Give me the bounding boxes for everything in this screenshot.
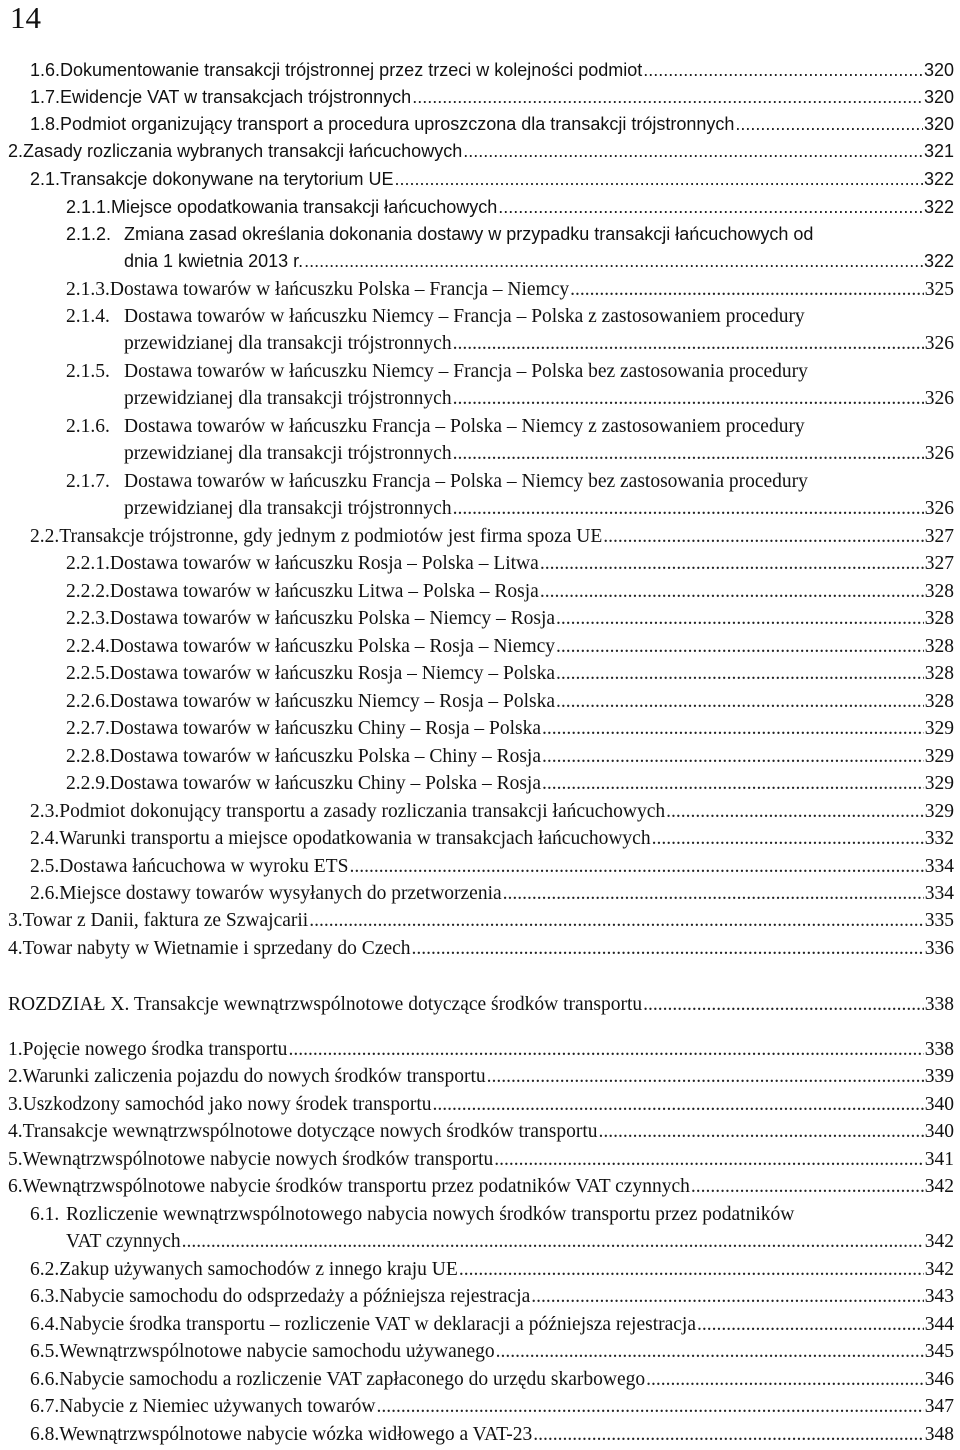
toc-entry[interactable] bbox=[0, 1201, 960, 1255]
toc-entry-number: 2.2.4. bbox=[66, 636, 110, 657]
toc-entry[interactable] bbox=[0, 166, 960, 193]
toc-entry-title: Wewnątrzwspólnotowe nabycie samochodu używanego bbox=[59, 1341, 495, 1362]
toc-dot-leader bbox=[309, 907, 924, 934]
toc-entry-title: Wewnątrzwspólnotowe nabycie wózka widłowego a VAT-23 bbox=[59, 1424, 533, 1445]
toc-entry-title: Dostawa towarów w łańcuszku Chiny – Polska – Rosja bbox=[109, 773, 541, 794]
toc-entry-title: Ewidencje VAT w transakcjach trójstronnych bbox=[60, 87, 412, 107]
toc-dot-leader bbox=[459, 1256, 924, 1283]
toc-entry-page: 328 bbox=[924, 636, 954, 657]
toc-entry-title-continued: przewidzianej dla transakcji trójstronnych bbox=[124, 388, 452, 409]
toc-entry-page: 342 bbox=[924, 1231, 954, 1252]
toc-entry-title: Zmiana zasad określania dokonania dostawy w przypadku transakcji łańcuchowych od bbox=[124, 224, 814, 244]
toc-dot-leader bbox=[533, 1421, 923, 1448]
toc-entry-title: Warunki zaliczenia pojazdu do nowych środków transportu bbox=[22, 1066, 486, 1087]
toc-entry-title: Miejsce opodatkowania transakcji łańcuchowych bbox=[111, 197, 498, 217]
toc-entry-number: 6.1. bbox=[30, 1204, 60, 1225]
page-number: 14 bbox=[10, 0, 41, 35]
toc-entry-title: Dostawa towarów w łańcuszku Polska – Francja – Niemcy bbox=[109, 279, 570, 300]
toc-entry-title: Podmiot organizujący transport a procedura uproszczona dla transakcji trójstronnych bbox=[60, 114, 735, 134]
toc-dot-leader bbox=[599, 1118, 924, 1145]
toc-dot-leader bbox=[433, 1091, 924, 1118]
toc-entry-page: 329 bbox=[924, 718, 954, 739]
toc-entry-number: 2.2.3. bbox=[66, 608, 110, 629]
toc-entry-page: 325 bbox=[924, 279, 954, 300]
toc-entry[interactable] bbox=[0, 825, 960, 852]
toc-entry-number: 2.2.8. bbox=[66, 746, 110, 767]
toc-entry-title: Dostawa towarów w łańcuszku Polska – Niemcy – Rosja bbox=[109, 608, 556, 629]
toc-entry-title: Towar z Danii, faktura ze Szwajcarii bbox=[22, 910, 309, 931]
toc-entry-page: 322 bbox=[923, 169, 954, 189]
toc-entry-page: 327 bbox=[924, 526, 954, 547]
toc-dot-leader bbox=[498, 194, 923, 221]
toc-entry-number: 5. bbox=[8, 1149, 23, 1170]
toc-entry-page: 326 bbox=[924, 388, 954, 409]
toc-entry-title: Podmiot dokonujący transportu a zasady rozliczania transakcji łańcuchowych bbox=[59, 801, 666, 822]
toc-entry-title: Pojęcie nowego środka transportu bbox=[22, 1039, 288, 1060]
toc-dot-leader bbox=[666, 798, 924, 825]
toc-entry-number: 2.2.5. bbox=[66, 663, 110, 684]
toc-entry-page: 328 bbox=[924, 608, 954, 629]
toc-dot-leader bbox=[735, 111, 923, 138]
toc-entry-page: 327 bbox=[924, 553, 954, 574]
toc-dot-leader bbox=[288, 1036, 923, 1063]
toc-entry-title: Dostawa towarów w łańcuszku Rosja – Niemcy – Polska bbox=[109, 663, 556, 684]
toc-entry-number: 4. bbox=[8, 1121, 23, 1142]
toc-entry[interactable] bbox=[0, 1091, 960, 1118]
toc-entry-number: 6.2. bbox=[30, 1259, 60, 1280]
toc-entry[interactable] bbox=[0, 550, 960, 577]
toc-entry-number: 2.3. bbox=[30, 801, 60, 822]
toc-entry-page: 340 bbox=[924, 1121, 954, 1142]
toc-entry-number: 4. bbox=[8, 938, 23, 959]
toc-entry-number: 3. bbox=[8, 910, 23, 931]
toc-entry-title: Dostawa towarów w łańcuszku Polska – Rosja – Niemcy bbox=[109, 636, 556, 657]
toc-entry-page: 321 bbox=[923, 141, 954, 161]
toc-entry-number: 1. bbox=[8, 1039, 23, 1060]
toc-dot-leader bbox=[463, 138, 923, 165]
toc-dot-leader bbox=[453, 440, 924, 467]
toc-dot-leader bbox=[643, 991, 924, 1018]
toc-entry-number: 2.2.1. bbox=[66, 553, 110, 574]
toc-entry[interactable] bbox=[0, 303, 960, 357]
toc-entry-number: 2.1.5. bbox=[66, 361, 110, 382]
toc-entry-number: 2.1.3. bbox=[66, 279, 110, 300]
toc-entry-number: 2.1.2. bbox=[66, 224, 112, 244]
toc-entry-page: 322 bbox=[923, 251, 954, 271]
toc-entry[interactable] bbox=[0, 1036, 960, 1063]
toc-entry-title-continued: VAT czynnych bbox=[66, 1231, 181, 1252]
toc-entry-title: Nabycie samochodu do odsprzedaży a późniejsza rejestracja bbox=[59, 1286, 531, 1307]
toc-entry[interactable] bbox=[0, 1393, 960, 1420]
toc-entry[interactable] bbox=[0, 138, 960, 165]
toc-entry[interactable] bbox=[0, 468, 960, 522]
toc-entry[interactable] bbox=[0, 935, 960, 962]
toc-entry[interactable] bbox=[0, 853, 960, 880]
toc-entry-number: 1.8. bbox=[30, 114, 61, 134]
toc-entry-page: 338 bbox=[924, 994, 954, 1015]
toc-entry-number: 2.1.6. bbox=[66, 416, 110, 437]
toc-entry-title: Transakcje dokonywane na terytorium UE bbox=[60, 169, 394, 189]
toc-entry-number: 2.4. bbox=[30, 828, 60, 849]
toc-entry-page: 344 bbox=[924, 1314, 954, 1335]
toc-entry-number: 2. bbox=[8, 141, 24, 161]
toc-entry[interactable] bbox=[0, 715, 960, 742]
toc-entry-number: 1.7. bbox=[30, 87, 61, 107]
toc-dot-leader bbox=[182, 1228, 924, 1255]
toc-dot-leader bbox=[697, 1311, 924, 1338]
toc-dot-leader bbox=[453, 330, 924, 357]
toc-entry[interactable] bbox=[0, 111, 960, 138]
toc-entry[interactable] bbox=[0, 743, 960, 770]
toc-entry-number: 2.1.7. bbox=[66, 471, 110, 492]
toc-entry[interactable] bbox=[0, 660, 960, 687]
toc-entry-page: 338 bbox=[924, 1039, 954, 1060]
toc-entry-number: 2.1. bbox=[30, 169, 61, 189]
toc-dot-leader bbox=[542, 715, 924, 742]
toc-entry[interactable] bbox=[0, 1173, 960, 1200]
toc-entry-title: Warunki transportu a miejsce opodatkowania w transakcjach łańcuchowych bbox=[59, 828, 651, 849]
toc-dot-leader bbox=[691, 1173, 924, 1200]
toc-entry[interactable] bbox=[0, 1118, 960, 1145]
toc-dot-leader bbox=[494, 1146, 923, 1173]
toc-dot-leader bbox=[376, 1393, 923, 1420]
toc-entry-page: 328 bbox=[924, 691, 954, 712]
toc-dot-leader bbox=[570, 276, 924, 303]
toc-entry-title: Miejsce dostawy towarów wysyłanych do przetworzenia bbox=[59, 883, 502, 904]
toc-entry[interactable] bbox=[0, 798, 960, 825]
toc-dot-leader bbox=[603, 523, 923, 550]
toc-dot-leader bbox=[503, 880, 924, 907]
toc-entry[interactable] bbox=[0, 578, 960, 605]
toc-entry-page: 326 bbox=[924, 498, 954, 519]
toc-entry-number: 6.3. bbox=[30, 1286, 60, 1307]
toc-entry-number: 2.2.6. bbox=[66, 691, 110, 712]
toc-entry-title: Dostawa towarów w łańcuszku Niemcy – Rosja – Polska bbox=[109, 691, 556, 712]
toc-entry[interactable] bbox=[0, 523, 960, 550]
toc-entry-number: 2.5. bbox=[30, 856, 60, 877]
toc-dot-leader bbox=[412, 84, 923, 111]
toc-entry-title: Dostawa łańcuchowa w wyroku ETS bbox=[59, 856, 349, 877]
toc-entry-title: ROZDZIAŁ X. Transakcje wewnątrzwspólnotowe dotyczące środków transportu bbox=[8, 994, 643, 1015]
toc-entry-number: 6. bbox=[8, 1176, 23, 1197]
toc-entry-page: 346 bbox=[924, 1369, 954, 1390]
toc-entry-number: 2.1.4. bbox=[66, 306, 110, 327]
toc-entry-page: 329 bbox=[924, 746, 954, 767]
toc-entry-title: Rozliczenie wewnątrzwspólnotowego nabycia nowych środków transportu przez podatników bbox=[66, 1204, 795, 1225]
toc-entry-title: Zakup używanych samochodów z innego kraju UE bbox=[59, 1259, 458, 1280]
toc-entry-number: 1.6. bbox=[30, 60, 61, 80]
toc-entry[interactable] bbox=[0, 84, 960, 111]
toc-entry[interactable] bbox=[0, 770, 960, 797]
toc-entry-page: 326 bbox=[924, 333, 954, 354]
toc-entry[interactable] bbox=[0, 276, 960, 303]
toc-dot-leader bbox=[542, 770, 924, 797]
toc-dot-leader bbox=[487, 1063, 924, 1090]
toc-dot-leader bbox=[646, 1366, 924, 1393]
toc-entry-number: 2. bbox=[8, 1066, 23, 1087]
toc-entry[interactable] bbox=[0, 1283, 960, 1310]
toc-entry[interactable] bbox=[0, 413, 960, 467]
toc-entry-number: 3. bbox=[8, 1094, 23, 1115]
toc-dot-leader bbox=[412, 935, 924, 962]
toc-entry-number: 6.6. bbox=[30, 1369, 60, 1390]
toc-entry-title: Uszkodzony samochód jako nowy środek transportu bbox=[22, 1094, 432, 1115]
toc-entry[interactable] bbox=[0, 1063, 960, 1090]
toc-dot-leader bbox=[556, 688, 924, 715]
toc-entry-page: 347 bbox=[924, 1396, 954, 1417]
toc-entry-title: Dostawa towarów w łańcuszku Litwa – Polska – Rosja bbox=[109, 581, 539, 602]
toc-entry-page: 329 bbox=[924, 773, 954, 794]
toc-entry[interactable] bbox=[0, 688, 960, 715]
toc-entry-title: Dostawa towarów w łańcuszku Chiny – Rosja – Polska bbox=[109, 718, 541, 739]
toc-entry-title-continued: dnia 1 kwietnia 2013 r. bbox=[124, 251, 304, 271]
toc-entry-title: Dostawa towarów w łańcuszku Niemcy – Francja – Polska bez zastosowania procedury bbox=[124, 361, 808, 382]
toc-entry-number: 2.1.1. bbox=[66, 197, 112, 217]
toc-entry[interactable] bbox=[0, 1421, 960, 1448]
toc-entry-number: 6.7. bbox=[30, 1396, 60, 1417]
toc-entry-title-continued: przewidzianej dla transakcji trójstronnych bbox=[124, 333, 452, 354]
toc-entry-page: 340 bbox=[924, 1094, 954, 1115]
toc-entry-page: 342 bbox=[924, 1259, 954, 1280]
toc-entry[interactable] bbox=[0, 605, 960, 632]
toc-dot-leader bbox=[453, 385, 924, 412]
toc-entry-title: Wewnątrzwspólnotowe nabycie nowych środków transportu bbox=[22, 1149, 494, 1170]
toc-entry-page: 335 bbox=[924, 910, 954, 931]
toc-entry-page: 326 bbox=[924, 443, 954, 464]
toc-entry-title: Transakcje wewnątrzwspólnotowe dotyczące nowych środków transportu bbox=[22, 1121, 598, 1142]
toc-entry-page: 336 bbox=[924, 938, 954, 959]
toc-entry-page: 320 bbox=[923, 114, 954, 134]
toc-entry-page: 328 bbox=[924, 581, 954, 602]
toc-entry-number: 6.4. bbox=[30, 1314, 60, 1335]
toc-entry[interactable] bbox=[0, 57, 960, 84]
toc-dot-leader bbox=[531, 1283, 923, 1310]
toc-entry[interactable] bbox=[0, 1146, 960, 1173]
toc-entry[interactable] bbox=[0, 358, 960, 412]
toc-entry-page: 342 bbox=[924, 1176, 954, 1197]
toc-entry-page: 320 bbox=[923, 87, 954, 107]
toc-entry-page: 322 bbox=[923, 197, 954, 217]
toc-dot-leader bbox=[349, 853, 923, 880]
toc-dot-leader bbox=[540, 550, 924, 577]
toc-entry-title: Nabycie środka transportu – rozliczenie VAT w deklaracji a późniejsza rejestracja bbox=[59, 1314, 696, 1335]
toc-dot-leader bbox=[395, 166, 923, 193]
toc-entry-page: 320 bbox=[923, 60, 954, 80]
toc-entry-page: 334 bbox=[924, 856, 954, 877]
toc-entry[interactable] bbox=[0, 1366, 960, 1393]
toc-entry-number: 2.6. bbox=[30, 883, 60, 904]
toc-entry-title: Dostawa towarów w łańcuszku Polska – Chiny – Rosja bbox=[109, 746, 541, 767]
toc-entry-number: 2.2. bbox=[30, 526, 60, 547]
toc-entry[interactable] bbox=[0, 1311, 960, 1338]
toc-entry[interactable] bbox=[0, 221, 960, 275]
toc-dot-leader bbox=[496, 1338, 924, 1365]
toc-entry[interactable] bbox=[0, 194, 960, 221]
toc-dot-leader bbox=[556, 605, 924, 632]
toc-entry[interactable] bbox=[0, 907, 960, 934]
toc-entry-page: 341 bbox=[924, 1149, 954, 1170]
toc-entry-title: Nabycie z Niemiec używanych towarów bbox=[59, 1396, 376, 1417]
toc-entry-title: Wewnątrzwspólnotowe nabycie środków transportu przez podatników VAT czynnych bbox=[22, 1176, 690, 1197]
toc-entry-page: 328 bbox=[924, 663, 954, 684]
toc-entry-title: Transakcje trójstronne, gdy jednym z podmiotów jest firma spoza UE bbox=[59, 526, 603, 547]
toc-dot-leader bbox=[652, 825, 924, 852]
toc-entry-page: 345 bbox=[924, 1341, 954, 1362]
toc-entry-number: 2.2.2. bbox=[66, 581, 110, 602]
toc-dot-leader bbox=[556, 660, 924, 687]
toc-entry[interactable] bbox=[0, 1338, 960, 1365]
toc-entry-page: 348 bbox=[924, 1424, 954, 1445]
toc-entry-number: 6.5. bbox=[30, 1341, 60, 1362]
toc-dot-leader bbox=[304, 248, 923, 275]
toc-dot-leader bbox=[453, 495, 924, 522]
toc-entry-title: Dostawa towarów w łańcuszku Francja – Polska – Niemcy bez zastosowania procedury bbox=[124, 471, 808, 492]
toc-entry-title-continued: przewidzianej dla transakcji trójstronnych bbox=[124, 498, 452, 519]
toc-dot-leader bbox=[542, 743, 924, 770]
toc-entry[interactable] bbox=[0, 1256, 960, 1283]
toc-entry[interactable] bbox=[0, 991, 960, 1018]
toc-entry-title: Dostawa towarów w łańcuszku Francja – Polska – Niemcy z zastosowaniem procedury bbox=[124, 416, 805, 437]
toc-dot-leader bbox=[643, 57, 923, 84]
toc-entry-title-continued: przewidzianej dla transakcji trójstronnych bbox=[124, 443, 452, 464]
toc-entry-title: Dokumentowanie transakcji trójstronnej przez trzeci w kolejności podmiot bbox=[60, 60, 643, 80]
toc-entry[interactable] bbox=[0, 633, 960, 660]
toc-entry[interactable] bbox=[0, 880, 960, 907]
toc-entry-page: 332 bbox=[924, 828, 954, 849]
toc-entry-page: 339 bbox=[924, 1066, 954, 1087]
toc-entry-title: Towar nabyty w Wietnamie i sprzedany do Czech bbox=[22, 938, 411, 959]
toc-entry-number: 2.2.9. bbox=[66, 773, 110, 794]
toc-entry-page: 334 bbox=[924, 883, 954, 904]
toc-entry-page: 329 bbox=[924, 801, 954, 822]
toc-entry-number: 2.2.7. bbox=[66, 718, 110, 739]
toc-dot-leader bbox=[540, 578, 924, 605]
toc-entry-page: 343 bbox=[924, 1286, 954, 1307]
toc-entry-title: Zasady rozliczania wybranych transakcji łańcuchowych bbox=[23, 141, 463, 161]
toc-dot-leader bbox=[556, 633, 924, 660]
toc-entry-title: Dostawa towarów w łańcuszku Rosja – Polska – Litwa bbox=[109, 553, 539, 574]
toc-entry-number: 6.8. bbox=[30, 1424, 60, 1445]
toc-entry-title: Nabycie samochodu a rozliczenie VAT zapłaconego do urzędu skarbowego bbox=[59, 1369, 646, 1390]
toc-entry-title: Dostawa towarów w łańcuszku Niemcy – Francja – Polska z zastosowaniem procedury bbox=[124, 306, 805, 327]
